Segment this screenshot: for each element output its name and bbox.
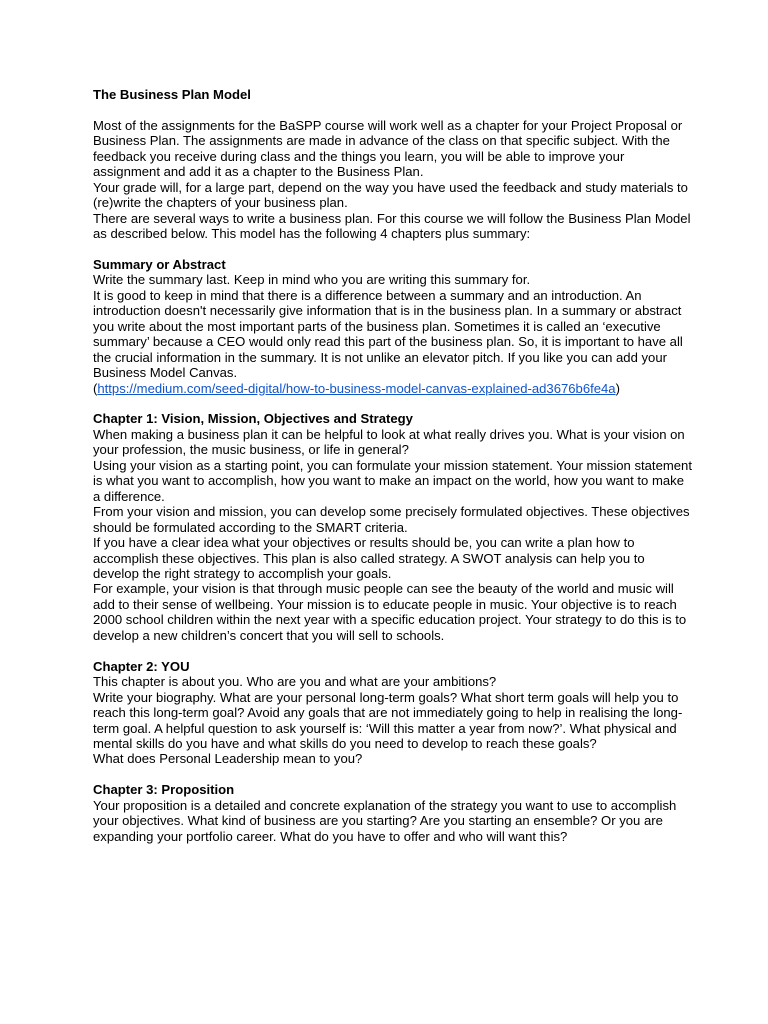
chapter-2-paragraph: What does Personal Leadership mean to you?: [93, 751, 363, 767]
chapter-1-paragraph: From your vision and mission, you can develop some precisely formulated objectives. These objectives should be formulated according to the SMART criteria.: [93, 504, 690, 535]
chapter-1-paragraph: When making a business plan it can be helpful to look at what really drives you. What is your vision on your profession, the music business, or life in general?: [93, 426, 685, 458]
section-heading-chapter-1: Chapter 1: Vision, Mission, Objectives and Strategy: [93, 411, 413, 427]
chapter-2-paragraph: This chapter is about you. Who are you and what are your ambitions?: [93, 674, 497, 690]
section-heading-chapter-2: Chapter 2: YOU: [93, 658, 190, 674]
link-open-paren: (: [93, 380, 98, 396]
spacer: [93, 767, 693, 782]
summary-paragraph: Write the summary last. Keep in mind who you are writing this summary for.: [93, 272, 531, 288]
document-title: The Business Plan Model: [93, 87, 251, 102]
document-page: [93, 87, 693, 844]
spacer: [93, 396, 693, 411]
intro-paragraph: Your grade will, for a large part, depend on the way you have used the feedback and study materials to (re)write the chapters of your business plan.: [93, 179, 688, 211]
link-close-paren: ): [615, 380, 620, 396]
spacer: [93, 102, 693, 117]
spacer: [93, 643, 693, 658]
summary-paragraph: It is good to keep in mind that there is a difference between a summary and an introduction. An introduction doesn't necessarily give information that is in the business plan. In a summary or abstract you write about the most important parts of the business plan. Sometimes it is called an ‘executive summary’ because a CEO would only read this part of the business plan. So, it is important to have all the crucial information in the summary. It is not unlike an elevator pitch. If you like you can add your Business Model Canvas.: [93, 287, 683, 381]
intro-paragraph: There are several ways to write a business plan. For this course we will follow the Business Plan Model as described below. This model has the following 4 chapters plus summary:: [93, 210, 691, 242]
chapter-1-paragraph: Using your vision as a starting point, you can formulate your mission statement. Your mission statement is what you want to accomplish, how you want to make an impact on the world, how you want to make a difference.: [93, 457, 692, 504]
spacer: [93, 242, 693, 257]
section-heading-summary: Summary or Abstract: [93, 256, 226, 272]
chapter-2-paragraph: Write your biography. What are your personal long-term goals? What short term goals will help you to reach this long-term goal? Avoid any goals that are not immediately going to help in realising the long-term goal. A helpful question to ask yourself is: ‘Will this matter a year from now?’. What physical and mental skills do you have and what skills do you need to develop to reach these goals?: [93, 689, 683, 751]
summary-link-line: [93, 381, 693, 396]
section-heading-chapter-3: Chapter 3: Proposition: [93, 782, 235, 798]
chapter-1-paragraph: For example, your vision is that through music people can see the beauty of the world and music will add to their sense of wellbeing. Your mission is to educate people in music. Your objective is to reach 2000 school children within the next year with a specific education project. Your strategy to do this is to develop a new children’s concert that you will sell to schools.: [93, 581, 687, 643]
business-model-canvas-link[interactable]: https://medium.com/seed-digital/how-to-business-model-canvas-explained-ad3676b6fe4a: [97, 380, 616, 396]
chapter-3-paragraph: Your proposition is a detailed and concrete explanation of the strategy you want to use to accomplish your objectives. What kind of business are you starting? Are you starting an ensemble? Or you are expanding your portfolio career. What do you have to offer and who will want this?: [93, 797, 677, 844]
chapter-1-paragraph: If you have a clear idea what your objectives or results should be, you can write a plan how to accomplish these objectives. This plan is also called strategy. A SWOT analysis can help you to develop the right strategy to accomplish your goals.: [93, 535, 645, 581]
intro-paragraph: Most of the assignments for the BaSPP course will work well as a chapter for your Project Proposal or Business Plan. The assignments are made in advance of the class on that specific subject. With the feedback you receive during class and the things you learn, you will be able to improve your assignment and add it as a chapter to the Business Plan.: [93, 117, 683, 180]
